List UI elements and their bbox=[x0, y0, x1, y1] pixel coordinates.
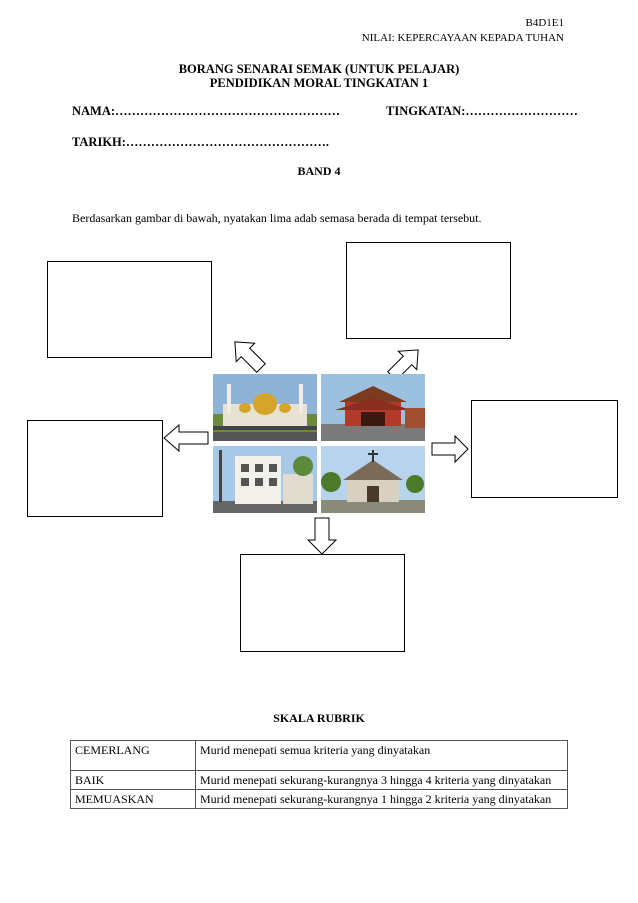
rubric-level: BAIK bbox=[71, 771, 196, 790]
rubric-table bbox=[70, 740, 568, 809]
form-level-field: TINGKATAN:……………………… bbox=[386, 104, 578, 118]
band-label: BAND 4 bbox=[297, 164, 341, 178]
answer-box-bottom[interactable] bbox=[240, 554, 405, 652]
answer-box-top-right[interactable] bbox=[346, 242, 511, 339]
arrow-down-icon bbox=[305, 516, 339, 556]
answer-box-right[interactable] bbox=[471, 400, 618, 498]
value-label: NILAI: KEPERCAYAAN KEPADA TUHAN bbox=[361, 32, 564, 44]
arrow-up-left-icon bbox=[225, 333, 273, 379]
rubric-level: CEMERLANG bbox=[71, 741, 196, 771]
chinese-temple-photo bbox=[321, 374, 425, 441]
answer-box-top-left[interactable] bbox=[47, 261, 212, 358]
name-field: NAMA:……………………………………………… bbox=[72, 104, 341, 118]
answer-box-left[interactable] bbox=[27, 420, 163, 517]
form-subtitle: PENDIDIKAN MORAL TINGKATAN 1 bbox=[209, 76, 429, 90]
rubric-level: MEMUASKAN bbox=[71, 790, 196, 809]
places-of-worship-photos bbox=[213, 374, 425, 514]
arrow-right-icon bbox=[430, 434, 470, 464]
table-row bbox=[71, 741, 568, 771]
mosque-photo bbox=[213, 374, 317, 441]
instruction-text: Berdasarkan gambar di bawah, nyatakan lima adab semasa berada di tempat tersebut. bbox=[72, 211, 482, 225]
date-field: TARIKH:…………………………………………. bbox=[72, 135, 330, 149]
form-code: B4D1E1 bbox=[525, 17, 564, 29]
hindu-temple-photo bbox=[213, 446, 317, 513]
form-title: BORANG SENARAI SEMAK (UNTUK PELAJAR) bbox=[178, 62, 460, 76]
rubric-description: Murid menepati sekurang-kurangnya 3 hingga 4 kriteria yang dinyatakan bbox=[196, 771, 568, 790]
table-row bbox=[71, 790, 568, 809]
rubric-description: Murid menepati sekurang-kurangnya 1 hingga 2 kriteria yang dinyatakan bbox=[196, 790, 568, 809]
rubric-description: Murid menepati semua kriteria yang dinyatakan bbox=[196, 741, 568, 771]
rubric-title: SKALA RUBRIK bbox=[273, 711, 365, 725]
arrow-left-icon bbox=[162, 423, 210, 453]
table-row bbox=[71, 771, 568, 790]
church-photo bbox=[321, 446, 425, 513]
